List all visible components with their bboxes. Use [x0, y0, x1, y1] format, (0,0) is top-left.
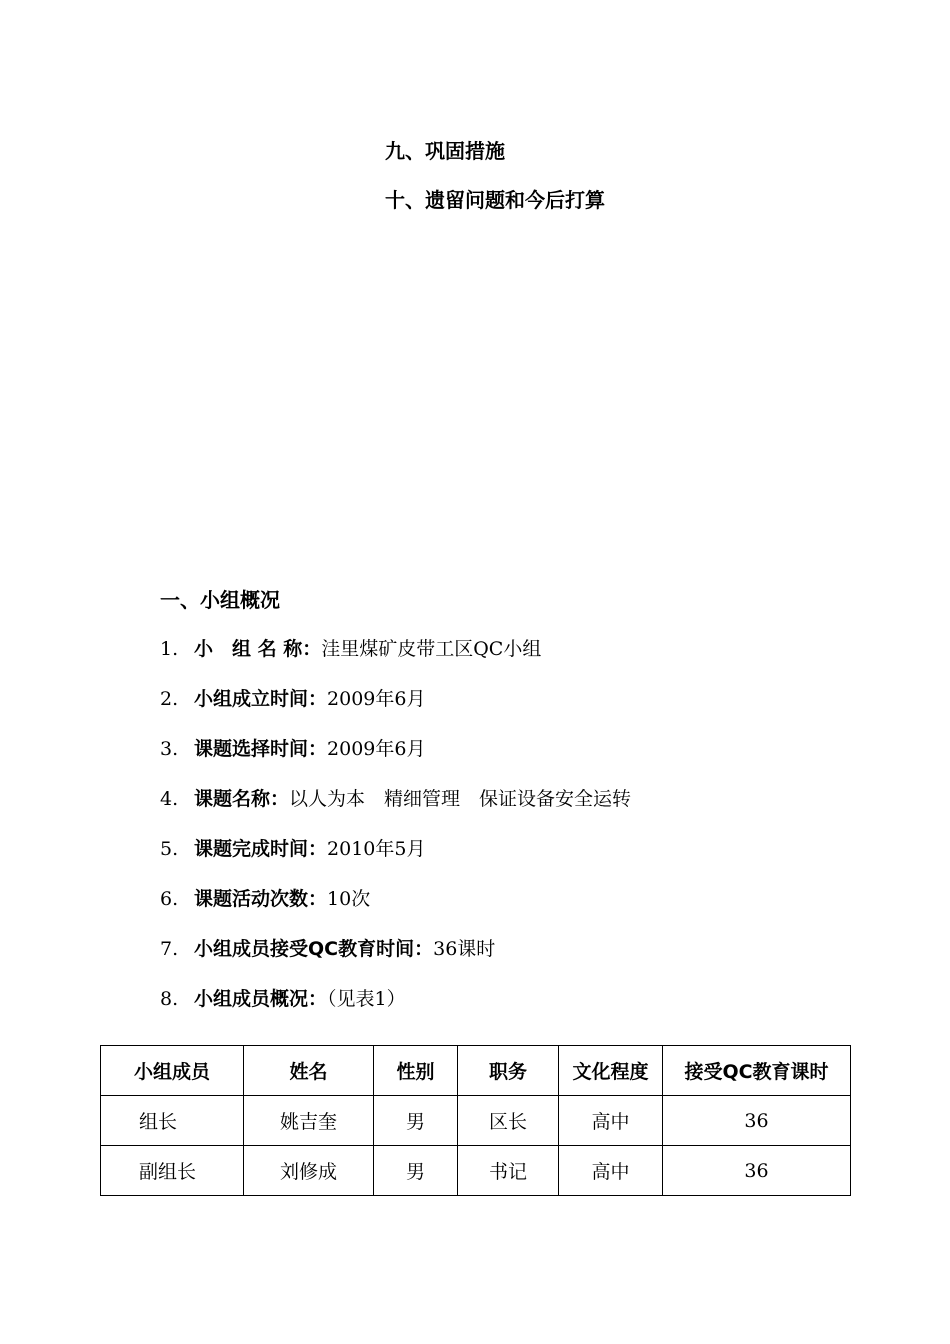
cell-qc-hours: 36: [663, 1096, 851, 1146]
info-item-value: 洼里煤矿皮带工区QC小组: [321, 638, 542, 660]
table-row: [101, 1096, 851, 1146]
info-item-label: 小 组 名 称：: [194, 638, 322, 660]
info-item-label: 课题完成时间：: [194, 838, 328, 860]
cell-education: 高中: [559, 1096, 663, 1146]
member-table: [100, 1045, 851, 1196]
header-name: 姓名: [244, 1046, 374, 1096]
info-item-value: （见表1）: [327, 988, 406, 1010]
info-item-number: 3.: [160, 738, 179, 760]
info-item-qc-education-hours: [160, 935, 631, 985]
info-item-number: 6.: [160, 888, 179, 910]
info-item-value: 10次: [327, 888, 371, 910]
info-item-number: 5.: [160, 838, 179, 860]
info-item-activity-count: [160, 885, 631, 935]
info-item-label: 小组成员概况：: [194, 988, 328, 1010]
info-item-number: 1.: [160, 638, 179, 660]
header-role: 小组成员: [101, 1046, 244, 1096]
group-info-list: [160, 635, 631, 1035]
cell-position: 书记: [458, 1146, 559, 1196]
info-item-label: 课题活动次数：: [194, 888, 328, 910]
info-item-number: 4.: [160, 788, 179, 810]
info-item-value: 2009年6月: [327, 738, 426, 760]
cell-name: 姚吉奎: [244, 1096, 374, 1146]
header-gender: 性别: [374, 1046, 458, 1096]
info-item-value: 2009年6月: [327, 688, 426, 710]
info-item-topic-name: [160, 785, 631, 835]
table-row: [101, 1146, 851, 1196]
info-item-founded-date: [160, 685, 631, 735]
section-heading-group-overview: 一、小组概况: [160, 588, 280, 612]
header-qc-hours: 接受QC教育课时: [663, 1046, 851, 1096]
info-item-group-name: [160, 635, 631, 685]
info-item-topic-selected-date: [160, 735, 631, 785]
info-item-number: 7.: [160, 938, 179, 960]
info-item-label: 小组成员接受QC教育时间：: [194, 938, 434, 960]
info-item-value: 36课时: [433, 938, 496, 960]
header-position: 职务: [458, 1046, 559, 1096]
info-item-label: 课题选择时间：: [194, 738, 328, 760]
toc-heading-remaining-issues: 十、遗留问题和今后打算: [385, 188, 605, 212]
cell-education: 高中: [559, 1146, 663, 1196]
info-item-number: 2.: [160, 688, 179, 710]
cell-name: 刘修成: [244, 1146, 374, 1196]
info-item-completion-date: [160, 835, 631, 885]
cell-role: 组长: [101, 1096, 244, 1146]
cell-qc-hours: 36: [663, 1146, 851, 1196]
cell-gender: 男: [374, 1146, 458, 1196]
table-header-row: [101, 1046, 851, 1096]
info-item-label: 小组成立时间：: [194, 688, 328, 710]
info-item-value: 以人为本 精细管理 保证设备安全运转: [289, 788, 632, 810]
cell-position: 区长: [458, 1096, 559, 1146]
cell-gender: 男: [374, 1096, 458, 1146]
info-item-member-overview: [160, 985, 631, 1035]
info-item-label: 课题名称：: [194, 788, 290, 810]
toc-heading-consolidation: 九、巩固措施: [385, 139, 505, 163]
info-item-value: 2010年5月: [327, 838, 426, 860]
header-education: 文化程度: [559, 1046, 663, 1096]
info-item-number: 8.: [160, 988, 179, 1010]
cell-role: 副组长: [101, 1146, 244, 1196]
